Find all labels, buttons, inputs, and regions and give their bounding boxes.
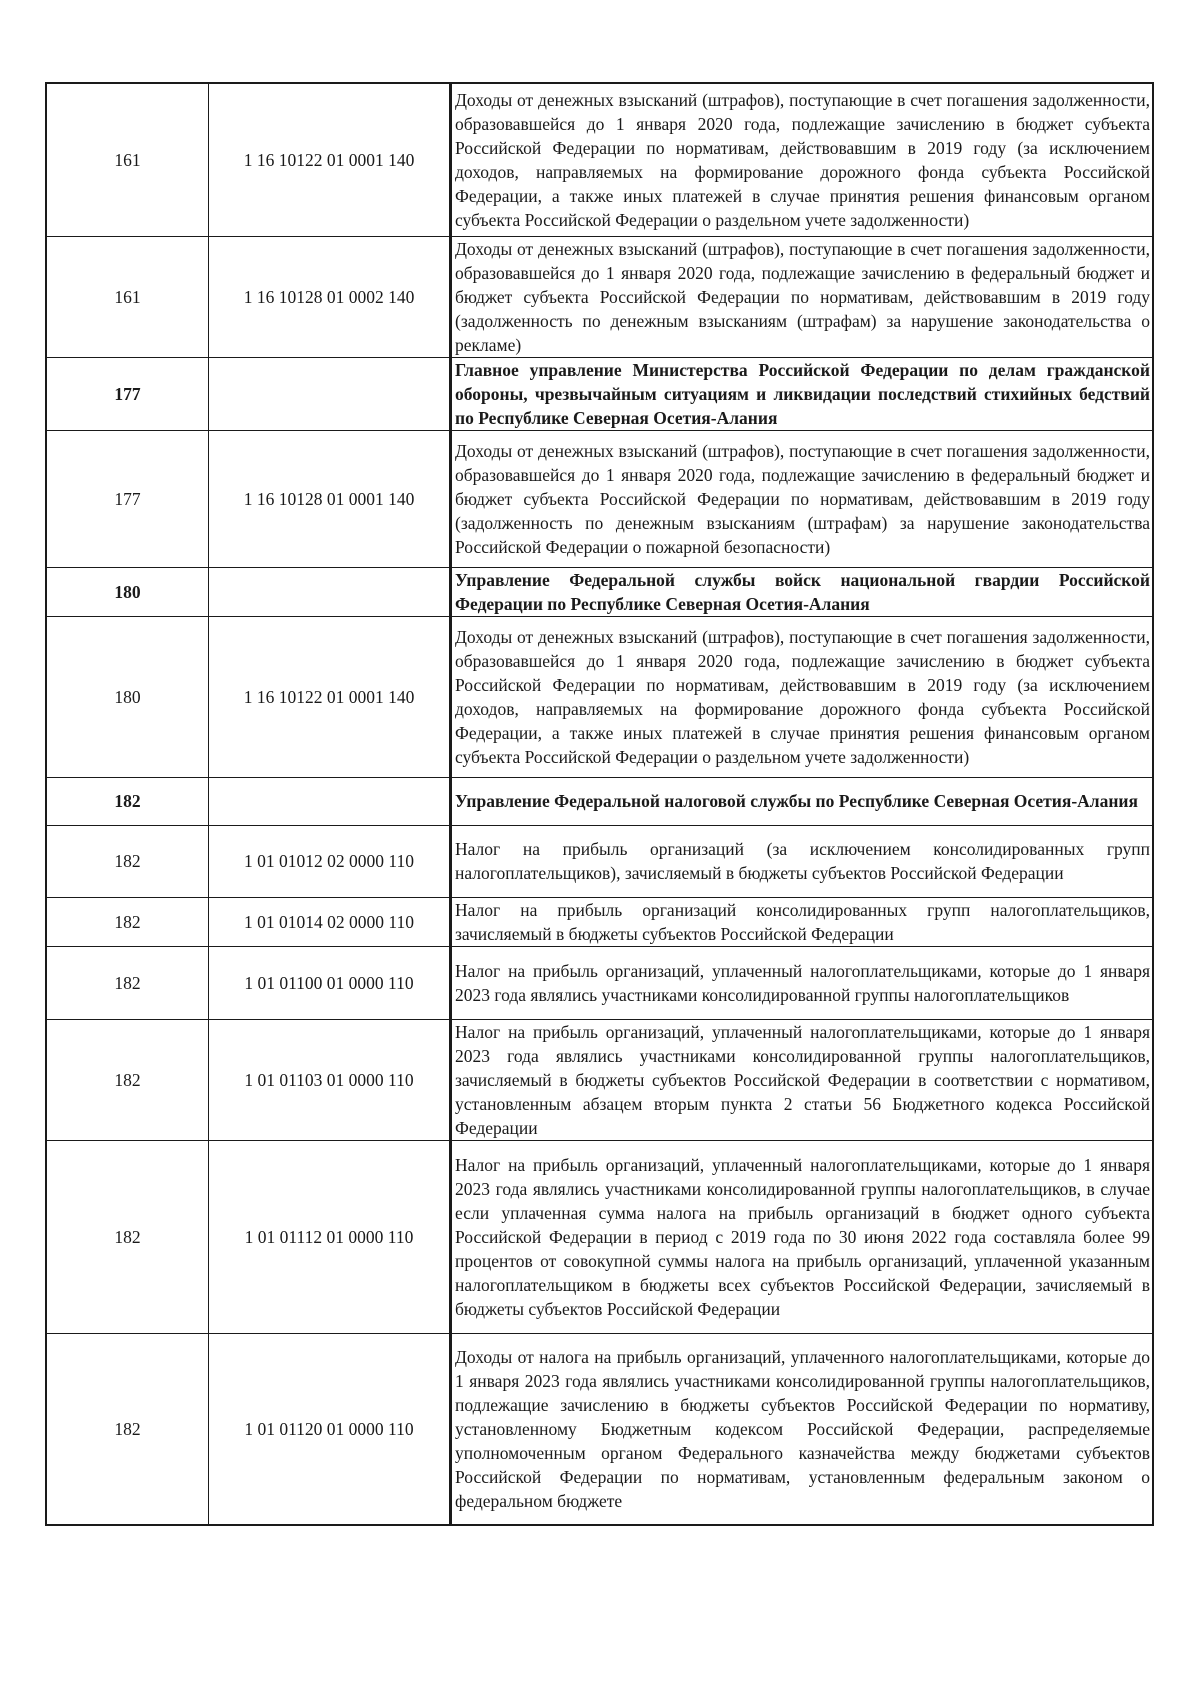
income-name-cell: Налог на прибыль организаций, уплаченный налогоплательщиками, которые до 1 января 2023 года являлись участниками консолидированной группы налогоплательщиков, в случае если уплаченная сумма налога на прибыль организаций в бюджет одного субъекта Российской Федерации в период с 2019 года по 30 июня 2022 года составляла более 99 процентов от совокупной суммы налога на прибыль организаций, уплаченной указанным налогоплательщиком в бюджеты всех субъектов Российской Федерации, зачисляемый в бюджеты субъектов Российской Федерации [451, 1140, 1154, 1333]
table-row [46, 236, 1153, 357]
table-row-section-header [46, 567, 1153, 616]
income-name-cell: Доходы от налога на прибыль организаций, уплаченного налогоплательщиками, которые до 1 января 2023 года являлись участниками консолидированной группы налогоплательщиков, подлежащие зачислению в бюджеты субъектов Российской Федерации по нормативу, установленному Бюджетным кодексом Российской Федерации, распределяемые уполномоченным органом Федерального казначейства между бюджетами субъектов Российской Федерации по нормативам, установленным федеральным законом о федеральном бюджете [451, 1333, 1154, 1525]
admin-code-cell: 161 [46, 83, 209, 236]
income-name-cell: Доходы от денежных взысканий (штрафов), поступающие в счет погашения задолженности, образовавшейся до 1 января 2020 года, подлежащие зачислению в бюджет субъекта Российской Федерации по нормативам, действовавшим в 2019 году (за исключением доходов, направляемых на формирование дорожного фонда субъекта Российской Федерации, а также иных платежей в случае принятия решения финансовым органом субъекта Российской Федерации о раздельном учете задолженности) [451, 616, 1154, 777]
budget-code-cell: 1 01 01100 01 0000 110 [209, 946, 451, 1019]
income-name-cell: Доходы от денежных взысканий (штрафов), поступающие в счет погашения задолженности, образовавшейся до 1 января 2020 года, подлежащие зачислению в федеральный бюджет и бюджет субъекта Российской Федерации по нормативам, действовавшим в 2019 году (задолженность по денежным взысканиям (штрафам) за нарушение законодательства Российской Федерации о пожарной безопасности) [451, 430, 1154, 567]
income-name-cell: Налог на прибыль организаций (за исключением консолидированных групп налогоплательщиков), зачисляемый в бюджеты субъектов Российской Федерации [451, 825, 1154, 897]
admin-code-cell: 182 [46, 1140, 209, 1333]
administrator-name-cell: Управление Федеральной налоговой службы по Республике Северная Осетия-Алания [451, 777, 1154, 825]
budget-code-cell [209, 567, 451, 616]
income-name-cell: Налог на прибыль организаций, уплаченный налогоплательщиками, которые до 1 января 2023 года являлись участниками консолидированной группы налогоплательщиков, зачисляемый в бюджеты субъектов Российской Федерации в соответствии с нормативом, установленным абзацем вторым пункта 2 статьи 56 Бюджетного кодекса Российской Федерации [451, 1019, 1154, 1140]
admin-code-cell: 182 [46, 1333, 209, 1525]
admin-code-cell: 177 [46, 357, 209, 430]
revenue-classification-table [45, 82, 1154, 1526]
table-row-section-header [46, 357, 1153, 430]
income-name-cell: Доходы от денежных взысканий (штрафов), поступающие в счет погашения задолженности, образовавшейся до 1 января 2020 года, подлежащие зачислению в бюджет субъекта Российской Федерации по нормативам, действовавшим в 2019 году (за исключением доходов, направляемых на формирование дорожного фонда субъекта Российской Федерации, а также иных платежей в случае принятия решения финансовым органом субъекта Российской Федерации о раздельном учете задолженности) [451, 83, 1154, 236]
table-row [46, 430, 1153, 567]
budget-code-cell: 1 16 10128 01 0001 140 [209, 430, 451, 567]
income-name-cell: Доходы от денежных взысканий (штрафов), поступающие в счет погашения задолженности, образовавшейся до 1 января 2020 года, подлежащие зачислению в федеральный бюджет и бюджет субъекта Российской Федерации по нормативам, действовавшим в 2019 году (задолженность по денежным взысканиям (штрафам) за нарушение законодательства о рекламе) [451, 236, 1154, 357]
income-name-cell: Налог на прибыль организаций консолидированных групп налогоплательщиков, зачисляемый в бюджеты субъектов Российской Федерации [451, 897, 1154, 946]
table-row [46, 1140, 1153, 1333]
budget-code-cell [209, 777, 451, 825]
admin-code-cell: 182 [46, 946, 209, 1019]
table-row [46, 946, 1153, 1019]
table-row [46, 897, 1153, 946]
budget-code-cell: 1 01 01103 01 0000 110 [209, 1019, 451, 1140]
admin-code-cell: 182 [46, 825, 209, 897]
table-row [46, 616, 1153, 777]
administrator-name-cell: Главное управление Министерства Российской Федерации по делам гражданской обороны, чрезвычайным ситуациям и ликвидации последствий стихийных бедствий по Республике Северная Осетия-Алания [451, 357, 1154, 430]
admin-code-cell: 182 [46, 897, 209, 946]
budget-code-cell: 1 01 01014 02 0000 110 [209, 897, 451, 946]
table-row [46, 1019, 1153, 1140]
budget-code-cell [209, 357, 451, 430]
admin-code-cell: 177 [46, 430, 209, 567]
admin-code-cell: 182 [46, 1019, 209, 1140]
admin-code-cell: 161 [46, 236, 209, 357]
budget-code-cell: 1 01 01120 01 0000 110 [209, 1333, 451, 1525]
income-name-cell: Налог на прибыль организаций, уплаченный налогоплательщиками, которые до 1 января 2023 года являлись участниками консолидированной группы налогоплательщиков [451, 946, 1154, 1019]
budget-code-cell: 1 16 10122 01 0001 140 [209, 83, 451, 236]
admin-code-cell: 182 [46, 777, 209, 825]
budget-code-cell: 1 16 10128 01 0002 140 [209, 236, 451, 357]
table-row-section-header [46, 777, 1153, 825]
budget-code-cell: 1 16 10122 01 0001 140 [209, 616, 451, 777]
table-row [46, 83, 1153, 236]
budget-code-cell: 1 01 01112 01 0000 110 [209, 1140, 451, 1333]
table-row [46, 1333, 1153, 1525]
administrator-name-cell: Управление Федеральной службы войск национальной гвардии Российской Федерации по Республике Северная Осетия-Алания [451, 567, 1154, 616]
admin-code-cell: 180 [46, 616, 209, 777]
budget-code-cell: 1 01 01012 02 0000 110 [209, 825, 451, 897]
admin-code-cell: 180 [46, 567, 209, 616]
table-row [46, 825, 1153, 897]
